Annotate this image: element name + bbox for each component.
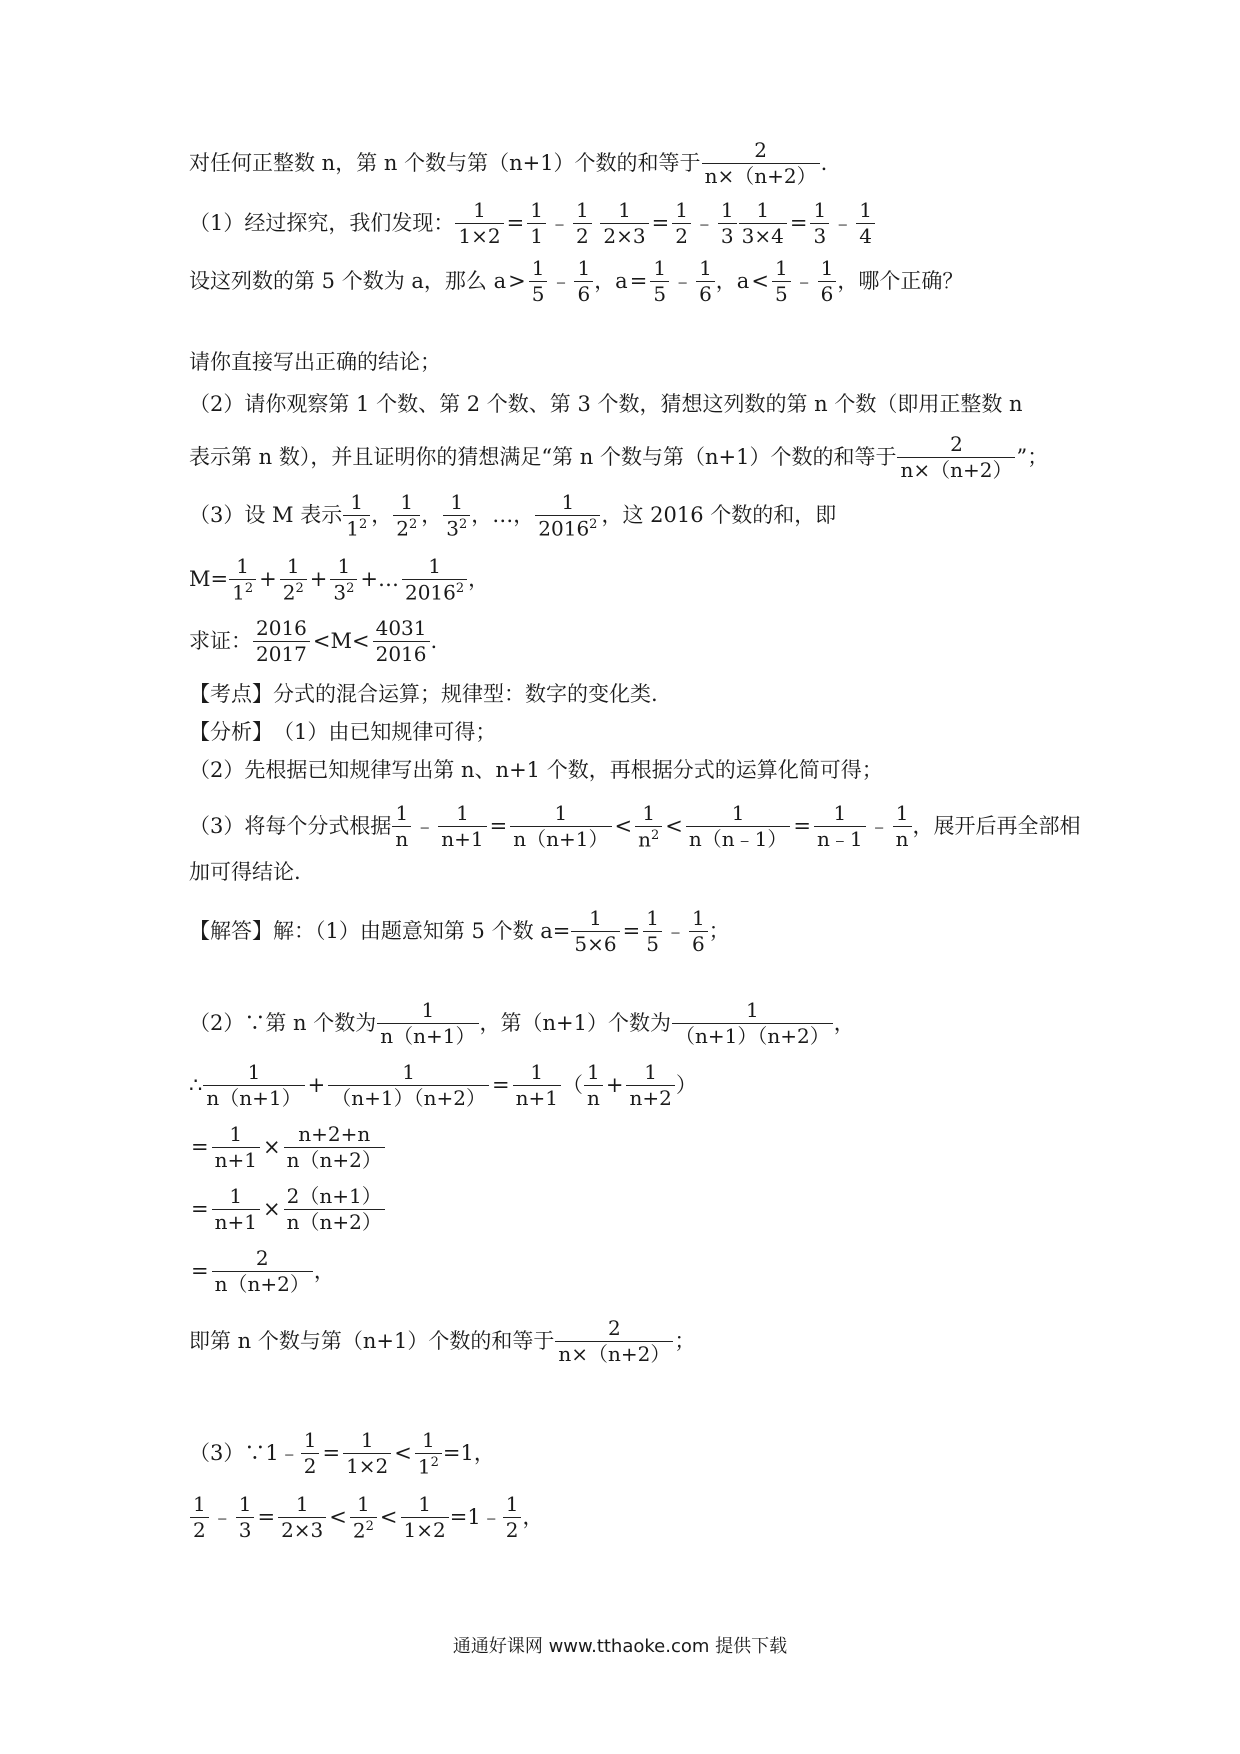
footer-text: 通通好课网 www.tthaoke.com 提供下载 (452, 1636, 788, 1657)
jieda-line: 【解答】 解：（1）由题意知第 5 个数 a= $\frac{1}{5\times 6}$ = $\frac{1}{5}$ ﹣ $\frac{1}{6}$ ； (189, 906, 730, 956)
sol2-conclusion: 即第 n 个数与第（n+1）个数的和等于 $\frac{2}{n\times(n+2)}$ ； (189, 1316, 696, 1366)
intro-line: 对任何正整数 n，第 n 个数与第（n+1）个数的和等于 $\frac{2}{n\times(n+2)}$ . (189, 138, 828, 188)
part3-sum: M= $\frac{1}{1^2}$ + $\frac{1}{2^2}$ + $\frac{1}{3^2}$ +… $\frac{1}{2016^2}$ ， (189, 554, 490, 605)
sol3-line2: $\frac{1}{2}$ ﹣ $\frac{1}{3}$ = $\frac{1}{2\times 3}$ < $\frac{1}{2^2}$ < $\frac{1}{1\times 2}$ =1﹣ $\frac{1}{2}$ ， (189, 1494, 543, 1542)
part2-line1: （2）请你观察第 1 个数、第 2 个数、第 3 个数，猜想这列数的第 n 个数（即用正整数 n (189, 392, 1023, 416)
part3-line1: （3）设 M 表示 $\frac{1}{1^2}$ ， $\frac{1}{2^2}$ ， $\frac{1}{3^2}$ ，…， $\frac{1}{2016^2}$ ，这 2016 个数的和，即 (189, 490, 837, 541)
sol2-line2: ∴ $\frac{1}{n(n+1)}$ + $\frac{1}{(n+1)(n+2)}$ = $\frac{1}{n+1}$ （ $\frac{1}{n}$ + $\frac{1}{n+2}$ ） (189, 1060, 697, 1110)
conclude-text: 请你直接写出正确的结论； (189, 350, 441, 374)
fenxi-line2: （2）先根据已知规律写出第 n、n+1 个数，再根据分式的运算化简可得； (189, 758, 883, 782)
fenxi-line3b: 加可得结论. (189, 860, 301, 884)
part1-line: （1）经过探究，我们发现： $\frac{1}{1\times 2}$ = $\frac{1}{1}$ ﹣ $\frac{1}{2}$ $\frac{1}{2\times 3}$ = $\frac{1}{2}$ ﹣ $\frac{1}{3}$ $\frac{1}{3\times 4}$ = $\frac{1}{3}$ ﹣ $\frac{1}{4}$ (189, 200, 876, 247)
fenxi-line3: （3）将每个分式根据 $\frac{1}{n}$ ﹣ $\frac{1}{n+1}$ = $\frac{1}{n(n+1)}$ < $\frac{1}{n^2}$ < $\frac{1}{n(n﹣1)}$ = $\frac{1}{n﹣1}$ ﹣ $\frac{1}{n}$ ，展开后再全部相 (189, 801, 1081, 852)
part2-line2: 表示第 n 数），并且证明你的猜想满足“第 n 个数与第（n+1）个数的和等于 $\frac{2}{n\times(n+2)}$ ”； (189, 432, 1049, 482)
sol2-line4: = $\frac{1}{n+1}$ × $\frac{2(n+1)}{n(n+2)}$ (189, 1186, 386, 1233)
part1-question: 设这列数的第 5 个数为 a，那么 a > $\frac{1}{5}$ ﹣ $\frac{1}{6}$ ，a = $\frac{1}{5}$ ﹣ $\frac{1}{6}$ ，a < $\frac{1}{5}$ ﹣ $\frac{1}{6}$ ，哪个正确？ (189, 256, 964, 306)
sol3-line1: （3）∵1﹣ $\frac{1}{2}$ = $\frac{1}{1\times 2}$ < $\frac{1}{1^2}$ =1， (189, 1428, 495, 1479)
sol2-line3: = $\frac{1}{n+1}$ × $\frac{n+2+n}{n(n+2)}$ (189, 1124, 386, 1171)
prove-line: 求证： $\frac{2016}{2017}$ <M< $\frac{4031}{2016}$ . (189, 616, 438, 666)
sol2-line5: = $\frac{2}{n(n+2)}$ ， (191, 1246, 335, 1296)
intro-text: 对任何正整数 n，第 n 个数与第（n+1）个数的和等于 (189, 151, 701, 175)
fraction: $\frac{2}{n\times(n+2)}$ (702, 140, 820, 187)
sol2-line1: （2）∵第 n 个数为 $\frac{1}{n(n+1)}$ ，第（n+1）个数为 $\frac{1}{(n+1)(n+2)}$ ， (189, 998, 855, 1048)
kaodian-line: 【考点】 分式的混合运算；规律型：数字的变化类. (189, 682, 658, 706)
fenxi-line: 【分析】 （1）由已知规律可得； (189, 720, 497, 744)
